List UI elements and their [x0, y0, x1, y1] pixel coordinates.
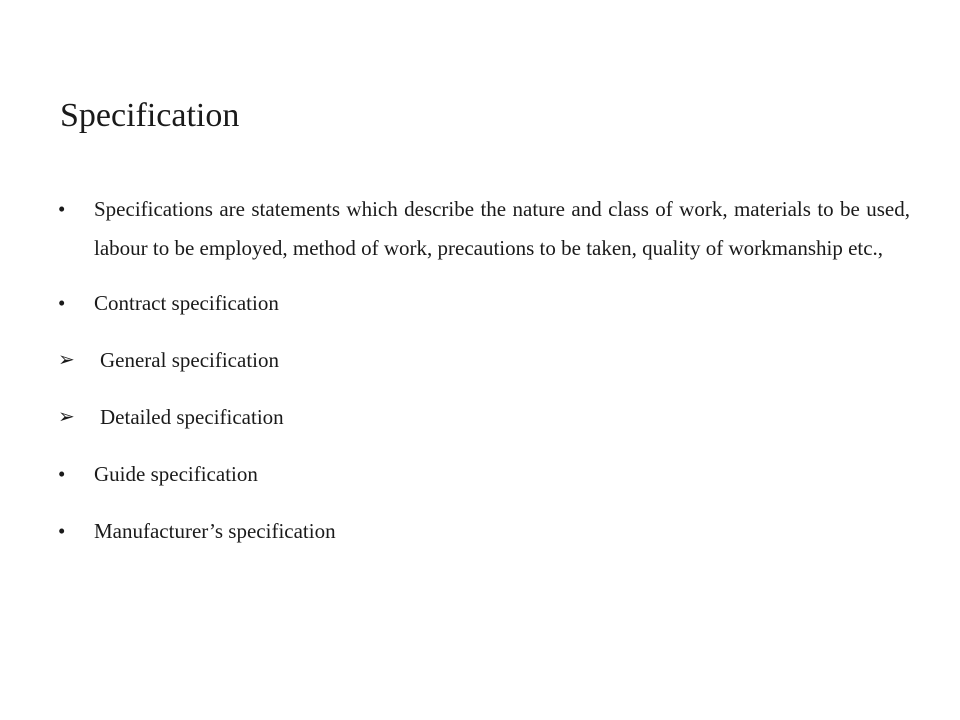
- list-item: [58, 284, 910, 323]
- list-item: [58, 455, 910, 494]
- arrow-bullet-icon: ➢: [58, 406, 75, 428]
- list-item: [58, 398, 910, 437]
- list-item-text: Specifications are statements which describe the nature and class of work, materials to be used, labour to be employed, method of work, precautions to be taken, quality of workmanship etc.,: [94, 197, 910, 260]
- slide-title: Specification: [60, 97, 240, 134]
- bullet-icon: •: [58, 197, 66, 221]
- list-item-text: Detailed specification: [100, 405, 284, 429]
- list-item: [58, 190, 910, 268]
- list-item: [58, 341, 910, 380]
- list-item: [58, 512, 910, 551]
- bullet-list: [58, 190, 910, 569]
- arrow-bullet-icon: ➢: [58, 349, 75, 371]
- list-item-text: General specification: [100, 348, 279, 372]
- bullet-icon: •: [58, 519, 66, 543]
- list-item-text: Contract specification: [94, 291, 279, 315]
- bullet-icon: •: [58, 291, 66, 315]
- bullet-icon: •: [58, 462, 66, 486]
- list-item-text: Manufacturer’s specification: [94, 519, 336, 543]
- list-item-text: Guide specification: [94, 462, 258, 486]
